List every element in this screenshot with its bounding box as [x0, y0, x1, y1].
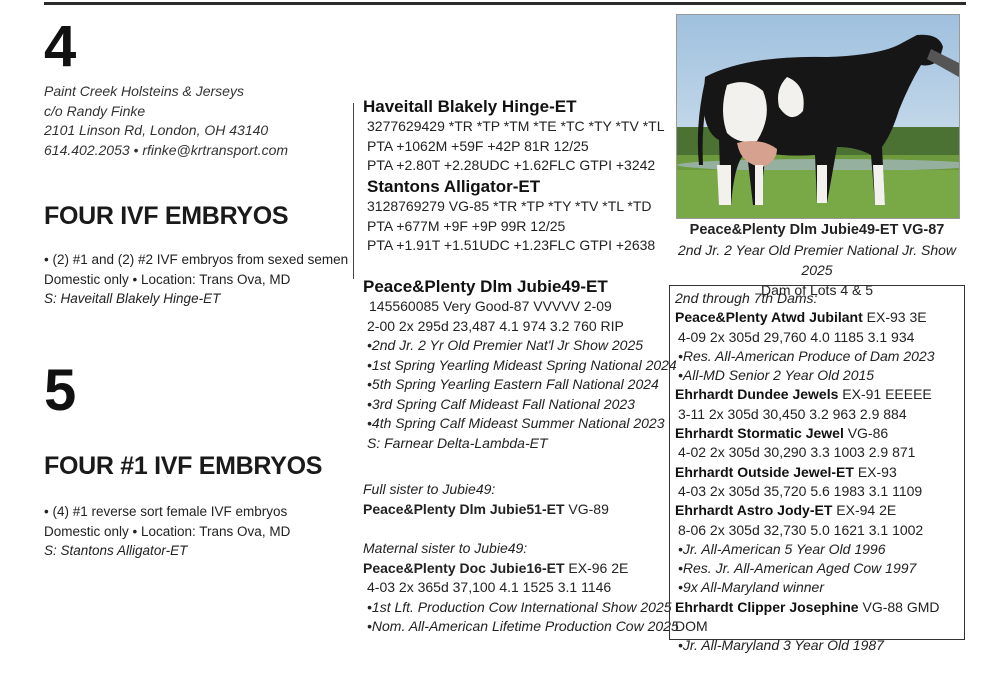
consignor-info: [44, 82, 288, 160]
lot-4-number: 4: [44, 14, 77, 79]
column-divider: [353, 103, 354, 279]
maternal-sister-score: EX-96 2E: [564, 559, 629, 576]
dam-4-record: 4-02 2x 305d 30,290 3.3 1003 2.9 871: [678, 444, 916, 461]
dam-6-record: 8-06 2x 305d 32,730 5.0 1621 3.1 1002: [678, 521, 924, 538]
dam-honor: •5th Spring Yearling Eastern Fall National 2024: [367, 376, 659, 392]
maternal-sister-block: [363, 539, 679, 637]
dam-sire-line: S: Farnear Delta-Lambda-ET: [367, 434, 548, 451]
lot-desc-line: • (2) #1 and (2) #2 IVF embryos from sexed semen: [44, 252, 349, 267]
maternal-sister-honor: •Nom. All-American Lifetime Production Cow 2025: [367, 618, 679, 634]
sire-line: PTA +1062M +59F +42P 81R 12/25: [367, 137, 589, 154]
dam-2-honor: •Res. All-American Produce of Dam 2023: [678, 347, 935, 364]
consignor-line: 614.402.2053 • rfinke@krtransport.com: [44, 141, 289, 158]
dam-4-score: VG-86: [843, 425, 889, 442]
lot-desc-line: • (4) #1 reverse sort female IVF embryos: [44, 504, 288, 519]
photo-caption-dam-of: Dam of Lots 4 & 5: [760, 282, 874, 298]
dam-line: 145560085 Very Good-87 VVVVV 2-09: [369, 298, 612, 314]
sire-name: Stantons Alligator-ET: [367, 177, 541, 196]
lot-sire-line: S: Stantons Alligator-ET: [44, 543, 188, 558]
consignor-line: Paint Creek Holsteins & Jerseys: [44, 83, 244, 99]
dam-5-name: Ehrhardt Outside Jewel-ET: [675, 463, 854, 480]
dam-3-score: EX-91 EEEEE: [838, 386, 932, 403]
dam-7-honor: •Jr. All-Maryland 3 Year Old 1987: [678, 637, 884, 654]
photo-caption-award: 2nd Jr. 2 Year Old Premier National Jr. Show 2025: [677, 242, 957, 278]
full-sister-name: Peace&Plenty Dlm Jubie51-ET: [363, 500, 565, 517]
dam-6-honor: •Res. Jr. All-American Aged Cow 1997: [678, 560, 917, 577]
dam-7-score: VG-88 GMD DOM: [675, 598, 940, 635]
dam-block: [363, 276, 677, 453]
lot-5-number: 5: [44, 358, 77, 423]
lot-sire-line: S: Haveitall Blakely Hinge-ET: [44, 291, 221, 306]
dam-2-name: Peace&Plenty Atwd Jubilant: [675, 309, 863, 326]
dams-box-title: 2nd through 7th Dams:: [675, 290, 818, 306]
dam-6-honor: •Jr. All-American 5 Year Old 1996: [678, 540, 886, 557]
maternal-sister-honor: •1st Lft. Production Cow International Show 2025: [367, 598, 672, 615]
dam-6-score: EX-94 2E: [832, 502, 897, 519]
sire-line: PTA +2.80T +2.28UDC +1.62FLC GTPI +3242: [367, 157, 656, 173]
lot-desc-line: Domestic only • Location: Trans Ova, MD: [44, 271, 291, 287]
maternal-sister-name: Peace&Plenty Doc Jubie16-ET: [363, 559, 565, 576]
sire-name: Haveitall Blakely Hinge-ET: [363, 97, 577, 116]
dam-honor: •4th Spring Calf Mideast Summer National 2023: [367, 415, 665, 431]
dam-2-honor: •All-MD Senior 2 Year Old 2015: [678, 367, 875, 384]
dam-4-name: Ehrhardt Stormatic Jewel: [675, 425, 844, 442]
dam-line: 2-00 2x 295d 23,487 4.1 974 3.2 760 RIP: [367, 317, 624, 334]
lot-5-description: [44, 502, 290, 561]
dam-honor: •3rd Spring Calf Mideast Fall National 2023: [367, 395, 635, 412]
consignor-line: c/o Randy Finke: [44, 102, 146, 119]
full-sister-score: VG-89: [564, 500, 609, 517]
dam-3-record: 3-11 2x 305d 30,450 3.2 963 2.9 884: [678, 405, 907, 422]
lot-5-heading: FOUR #1 IVF EMBRYOS: [44, 452, 323, 480]
sire-line: 3128769279 VG-85 *TR *TP *TY *TV *TL *TD: [367, 198, 652, 214]
consignor-line: 2101 Linson Rd, London, OH 43140: [44, 122, 269, 138]
sire-block-alligator: [363, 176, 655, 256]
dam-2-score: EX-93 3E: [862, 309, 927, 326]
lot-4-heading: FOUR IVF EMBRYOS: [44, 202, 289, 230]
cow-photo: [676, 14, 960, 219]
dam-3-name: Ehrhardt Dundee Jewels: [675, 386, 839, 403]
lot-4-description: [44, 250, 348, 309]
dam-2-record: 4-09 2x 305d 29,760 4.0 1185 3.1 934: [678, 328, 915, 345]
dam-name: Peace&Plenty Dlm Jubie49-ET: [363, 277, 608, 296]
top-rule: [44, 2, 966, 5]
dam-honor: •2nd Jr. 2 Yr Old Premier Nat'l Jr Show 2025: [367, 337, 644, 353]
dam-6-name: Ehrhardt Astro Jody-ET: [675, 502, 833, 519]
dam-honor: •1st Spring Yearling Mideast Spring National 2024: [367, 356, 677, 373]
sire-line: PTA +1.91T +1.51UDC +1.23FLC GTPI +2638: [367, 237, 656, 253]
full-sister-block: [363, 480, 609, 519]
sire-line: 3277629429 *TR *TP *TM *TE *TC *TY *TV *TL: [367, 118, 665, 134]
cow-photo-image: [677, 15, 959, 218]
dam-5-score: EX-93: [853, 463, 897, 480]
dam-5-record: 4-03 2x 305d 35,720 5.6 1983 3.1 1109: [678, 482, 923, 499]
lot-desc-line: Domestic only • Location: Trans Ova, MD: [44, 523, 291, 539]
maternal-sister-record: 4-03 2x 365d 37,100 4.1 1525 3.1 1146: [367, 579, 612, 595]
maternal-sister-label: Maternal sister to Jubie49:: [363, 540, 528, 556]
sire-block-hinge: [363, 96, 665, 176]
full-sister-label: Full sister to Jubie49:: [363, 481, 496, 497]
dam-6-honor: •9x All-Maryland winner: [678, 579, 824, 596]
photo-caption-name: Peace&Plenty Dlm Jubie49-ET VG-87: [689, 222, 945, 238]
dams-box: [669, 285, 965, 654]
dam-7-name: Ehrhardt Clipper Josephine: [675, 598, 859, 615]
sire-line: PTA +677M +9F +9P 99R 12/25: [367, 217, 566, 234]
